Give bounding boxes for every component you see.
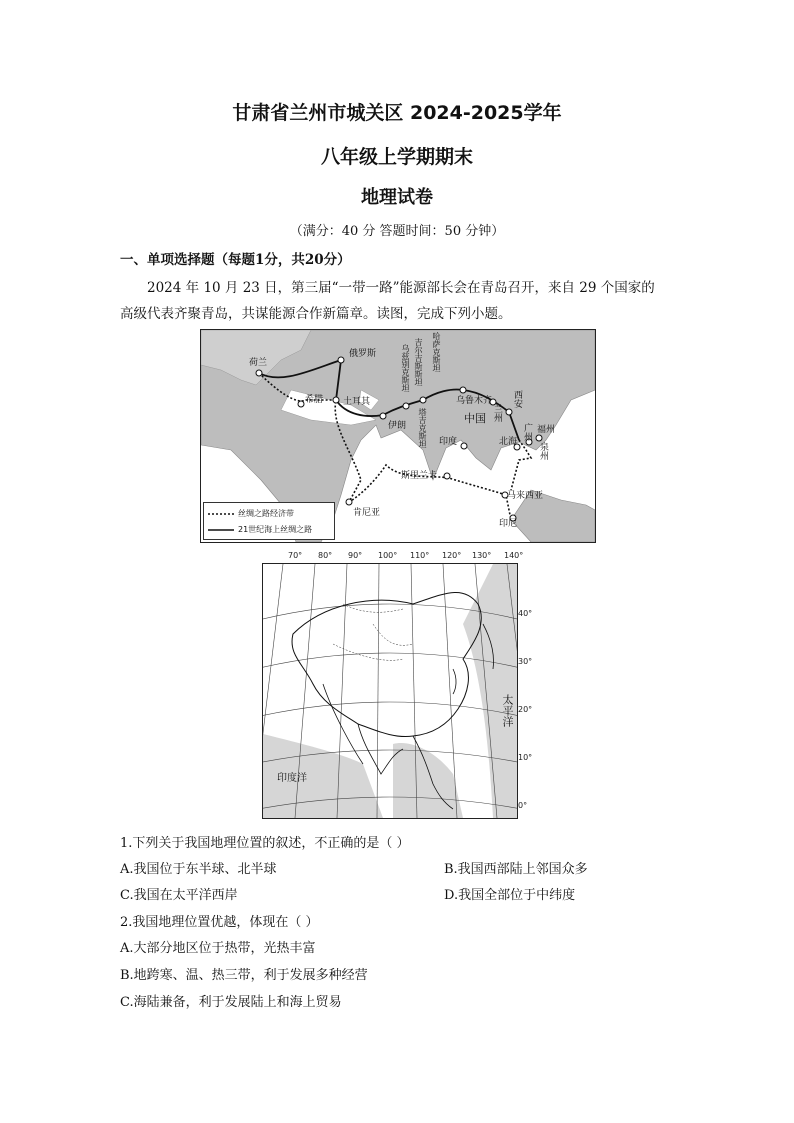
label-xian: 西安 <box>512 390 522 408</box>
lat-tick: 40° <box>518 609 533 618</box>
legend-land-route <box>208 508 294 519</box>
lon-tick: 120° <box>442 551 462 560</box>
lon-tick: 110° <box>410 551 430 560</box>
label-uzbekistan: 乌兹别克斯坦 <box>401 344 410 392</box>
question-2-option-c: C.海陆兼备，利于发展陆上和海上贸易 <box>120 995 342 1010</box>
lon-tick: 70° <box>288 551 303 560</box>
label-quanzhou: 泉州 <box>538 442 548 460</box>
question-1-option-a: A.我国位于东半球、北半球 <box>120 862 277 877</box>
legend-sea-route <box>208 524 312 535</box>
label-holland: 荷兰 <box>249 358 268 368</box>
exam-info: （满分：40 分 答题时间：50 分钟） <box>289 224 505 239</box>
lat-tick: 20° <box>518 705 533 714</box>
label-turkey: 土耳其 <box>343 397 371 407</box>
intro-line-1: 2024 年 10 月 23 日，第三届“一带一路”能源部长会在青岛召开，来自 29 个国家的 <box>147 280 655 296</box>
exam-title-line2: 八年级上学期期末 <box>320 146 473 168</box>
lon-tick: 80° <box>318 551 333 560</box>
lon-tick: 100° <box>378 551 398 560</box>
label-guangzhou: 广州 <box>522 423 532 441</box>
label-russia: 俄罗斯 <box>349 349 377 359</box>
longitude-ticks <box>262 551 532 563</box>
lat-tick: 0° <box>518 801 528 810</box>
label-iran: 伊朗 <box>388 421 407 431</box>
intro-line-2: 高级代表齐聚青岛，共谋能源合作新篇章。读图，完成下列小题。 <box>120 306 512 322</box>
label-kyrgyzstan: 吉尔吉斯斯坦 <box>414 338 423 386</box>
question-1-option-d: D.我国全部位于中纬度 <box>444 888 576 903</box>
label-indonesia: 印尼 <box>499 519 518 529</box>
lat-tick: 30° <box>518 657 533 666</box>
label-greece: 希腊 <box>305 395 324 405</box>
question-1-option-b: B.我国西部陆上邻国众多 <box>444 862 588 877</box>
question-1-option-c: C.我国在太平洋西岸 <box>120 888 238 903</box>
belt-road-map <box>200 329 596 543</box>
lat-tick: 10° <box>518 753 533 762</box>
legend-land-route-label: 丝绸之路经济带 <box>238 509 294 518</box>
label-fuzhou: 福州 <box>537 425 556 435</box>
label-pacific-ocean: 太平洋 <box>501 694 514 727</box>
question-2-option-b: B.地跨寒、温、热三带，利于发展多种经营 <box>120 968 368 983</box>
lon-tick: 130° <box>472 551 492 560</box>
question-2-option-a: A.大部分地区位于热带，光热丰富 <box>120 941 316 956</box>
lon-tick: 90° <box>348 551 363 560</box>
label-indian-ocean: 印度洋 <box>277 773 307 784</box>
section-heading: 一、单项选择题（每题1分，共20分） <box>120 252 351 268</box>
lon-tick: 140° <box>504 551 524 560</box>
label-malaysia: 马来西亚 <box>507 491 544 501</box>
label-kazakhstan: 哈萨克斯坦 <box>432 332 441 372</box>
label-beihai: 北海 <box>499 437 518 447</box>
label-india: 印度 <box>439 437 458 447</box>
question-1-stem: 1.下列关于我国地理位置的叙述，不正确的是（ ） <box>120 836 410 851</box>
label-srilanka: 斯里兰卡 <box>401 471 438 481</box>
label-lanzhou: 兰州 <box>492 404 502 422</box>
exam-subject-title: 地理试卷 <box>361 187 433 208</box>
map-legend <box>203 502 335 540</box>
exam-title-line1: 甘肃省兰州市城关区 2024-2025学年 <box>232 102 562 124</box>
label-china: 中国 <box>464 412 486 425</box>
legend-sea-route-label: 21世纪海上丝绸之路 <box>238 525 313 534</box>
latitude-ticks <box>516 563 536 819</box>
question-2-stem: 2.我国地理位置优越，体现在（ ） <box>120 915 319 930</box>
label-urumqi: 乌鲁木齐 <box>456 396 493 406</box>
label-tajikistan: 塔吉克斯坦 <box>418 408 427 448</box>
label-kenya: 肯尼亚 <box>353 508 381 518</box>
china-graticule-map <box>262 563 518 819</box>
